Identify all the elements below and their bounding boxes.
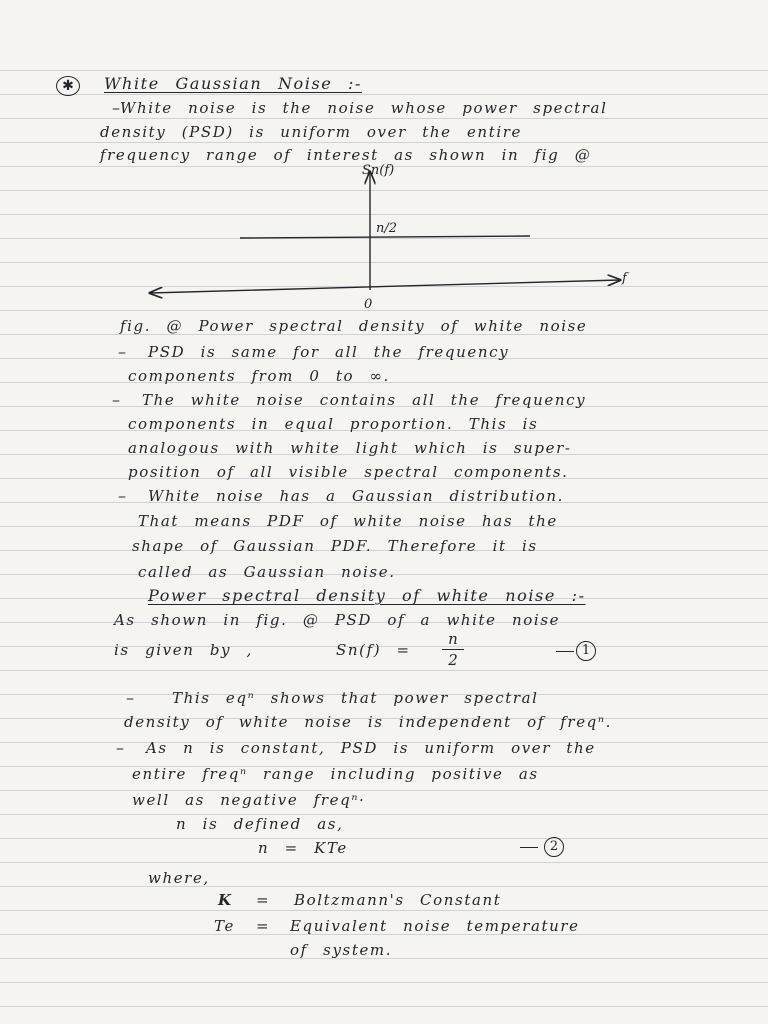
k-definition: Boltzmann's Constant (294, 891, 502, 909)
te-definition: Equivalent noise temperature (290, 917, 580, 935)
equation-2: n = KTe (258, 839, 348, 857)
ruled-line (0, 1006, 768, 1007)
bullet-dash: – (126, 688, 134, 707)
level-label: n/2 (376, 221, 398, 236)
bullet-dash: – (118, 342, 126, 361)
bullet-dash: – (112, 98, 120, 117)
intro-line-3: frequency range of interest as shown in fig @ (100, 146, 592, 164)
ruled-line (0, 814, 768, 815)
y-axis-label: Sn(f) (362, 163, 395, 178)
explanation-line: This eqⁿ shows that power spectral (172, 689, 539, 707)
equation-1-fraction (442, 630, 464, 669)
x-axis (150, 280, 620, 293)
explanation-line: n is defined as, (176, 815, 344, 833)
bullet-dash: – (116, 738, 124, 757)
section-heading: White Gaussian Noise :- (104, 74, 363, 93)
explanation-line: density of white noise is independent of freqⁿ. (124, 713, 612, 731)
fraction-bar (442, 649, 464, 650)
x-axis-label: f (622, 271, 627, 286)
intro-line-1: White noise is the noise whose power spectral (120, 99, 608, 117)
point-line: White noise has a Gaussian distribution. (148, 487, 564, 505)
origin-label: 0 (364, 297, 373, 312)
te-equals: = (256, 917, 271, 935)
point-line: shape of Gaussian PDF. Therefore it is (132, 537, 538, 555)
equation-1-lhs: Sn(f) = (336, 641, 411, 659)
te-symbol: Te (214, 917, 235, 935)
te-definition-continued: of system. (290, 941, 393, 959)
ruled-line (0, 982, 768, 983)
ruled-line (0, 142, 768, 143)
bullet-dash: – (118, 486, 126, 505)
psd-section-title: Power spectral density of white noise :- (148, 586, 586, 605)
fraction-denominator: 2 (448, 651, 458, 670)
psd-line-1: As shown in fig. @ PSD of a white noise (114, 611, 561, 629)
ruled-line (0, 118, 768, 119)
point-line: analogous with white light which is super- (128, 439, 572, 457)
equation-dash (520, 847, 538, 848)
psd-line-2: is given by , (114, 641, 253, 659)
ruled-line (0, 790, 768, 791)
point-line: called as Gaussian noise. (138, 563, 396, 581)
ruled-line (0, 910, 768, 911)
point-line: position of all visible spectral components. (128, 463, 569, 481)
equation-dash (556, 651, 574, 652)
point-line: PSD is same for all the frequency (148, 343, 510, 361)
explanation-line: As n is constant, PSD is uniform over the (146, 739, 596, 757)
point-line: That means PDF of white noise has the (138, 512, 558, 530)
explanation-line: entire freqⁿ range including positive as (132, 765, 539, 783)
equation-2-number: 2 (544, 837, 564, 857)
ruled-line (0, 838, 768, 839)
point-line: The white noise contains all the frequency (142, 391, 587, 409)
psd-figure (140, 160, 660, 320)
ruled-line (0, 862, 768, 863)
psd-level-line (240, 236, 530, 238)
equation-1-number: 1 (576, 641, 596, 661)
fraction-numerator: n (448, 630, 458, 648)
star-marker-icon: ✱ (56, 76, 80, 96)
point-line: components in equal proportion. This is (128, 415, 539, 433)
figure-caption: fig. @ Power spectral density of white noise (120, 317, 588, 335)
k-equals: = (256, 891, 271, 909)
where-label: where, (148, 869, 210, 887)
ruled-line (0, 94, 768, 95)
ruled-line (0, 70, 768, 71)
ruled-line (0, 670, 768, 671)
ruled-line (0, 886, 768, 887)
k-symbol: K (218, 891, 233, 909)
point-line: components from 0 to ∞. (128, 367, 390, 385)
bullet-dash: – (112, 390, 120, 409)
intro-line-2: density (PSD) is uniform over the entire (100, 123, 522, 141)
explanation-line: well as negative freqⁿ· (132, 791, 366, 809)
